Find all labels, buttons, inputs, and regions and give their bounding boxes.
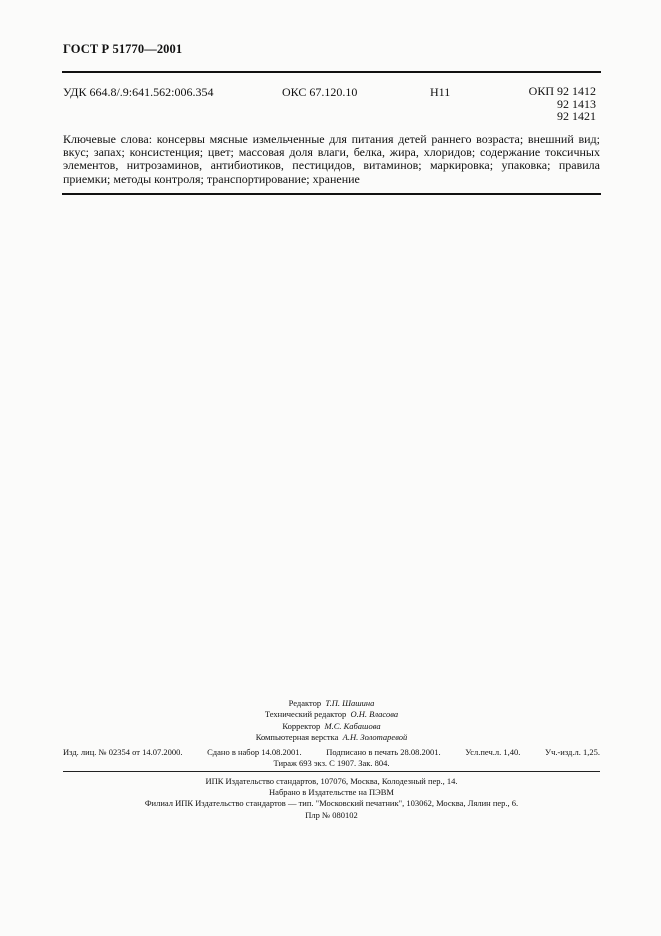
license-number: Изд. лиц. № 02354 от 14.07.2000. (63, 747, 183, 757)
publisher-sheets: Уч.-изд.л. 1,25. (545, 747, 600, 757)
group-code: Н11 (430, 85, 451, 99)
udk-code: УДК 664.8/.9:641.562:006.354 (63, 85, 214, 99)
credit-line (63, 732, 600, 743)
okp-code: 92 1421 (557, 109, 596, 123)
credit-line (63, 698, 600, 709)
keywords-divider (62, 193, 601, 195)
typeset-date: Сдано в набор 14.08.2001. (207, 747, 302, 757)
publisher-line: Набрано в Издательстве на ПЭВМ (269, 787, 394, 798)
printed-sheets: Усл.печ.л. 1,40. (465, 747, 521, 757)
credit-line (63, 709, 600, 720)
top-divider (62, 71, 601, 73)
credit-role: Корректор (282, 720, 321, 731)
credit-name: А.Н. Золотаревой (342, 732, 408, 743)
keywords-paragraph: Ключевые слова: консервы мясные измельченные для питания детей раннего возраста; внешний вид; вкус; запах; консистенция; цвет; массовая доля влаги, белка, жира, хлоридов; содержание токсичных элементов, нитрозаминов, антибиотиков, пестицидов, витаминов; маркировка; упаковка; правила приемки; методы контроля; транспортирование; хранение (63, 132, 600, 186)
credit-name: М.С. Кабашова (324, 720, 381, 731)
credit-name: Т.П. Шашина (325, 698, 375, 708)
okp-code: 92 1413 (557, 96, 596, 111)
circulation-line: Тираж 693 экз. С 1907. Зак. 804. (273, 758, 390, 768)
publisher-line: Филиал ИПК Издательство стандартов — тип. "Московский печатник", 103062, Москва, Лялин пер., 6. (144, 798, 519, 809)
okp-code: ОКП 92 1412 (528, 84, 596, 98)
okp-codes (520, 85, 596, 123)
print-sign-date: Подписано в печать 28.08.2001. (326, 747, 441, 757)
editorial-credits (63, 698, 600, 744)
oks-code: ОКС 67.120.10 (282, 85, 358, 99)
standard-title: ГОСТ Р 51770—2001 (63, 42, 183, 56)
publisher-info (63, 776, 600, 821)
print-imprint (63, 747, 600, 769)
imprint-divider (63, 771, 600, 772)
credit-role: Редактор (288, 698, 322, 708)
credit-role: Компьютерная верстка (255, 732, 339, 743)
publisher-line: ИПК Издательство стандартов, 107076, Москва, Колодезный пер., 14. (205, 776, 458, 786)
credit-role: Технический редактор (264, 709, 347, 720)
publisher-line: Плр № 080102 (305, 809, 358, 820)
credit-line (63, 721, 600, 732)
credit-name: О.Н. Власова (350, 709, 399, 720)
